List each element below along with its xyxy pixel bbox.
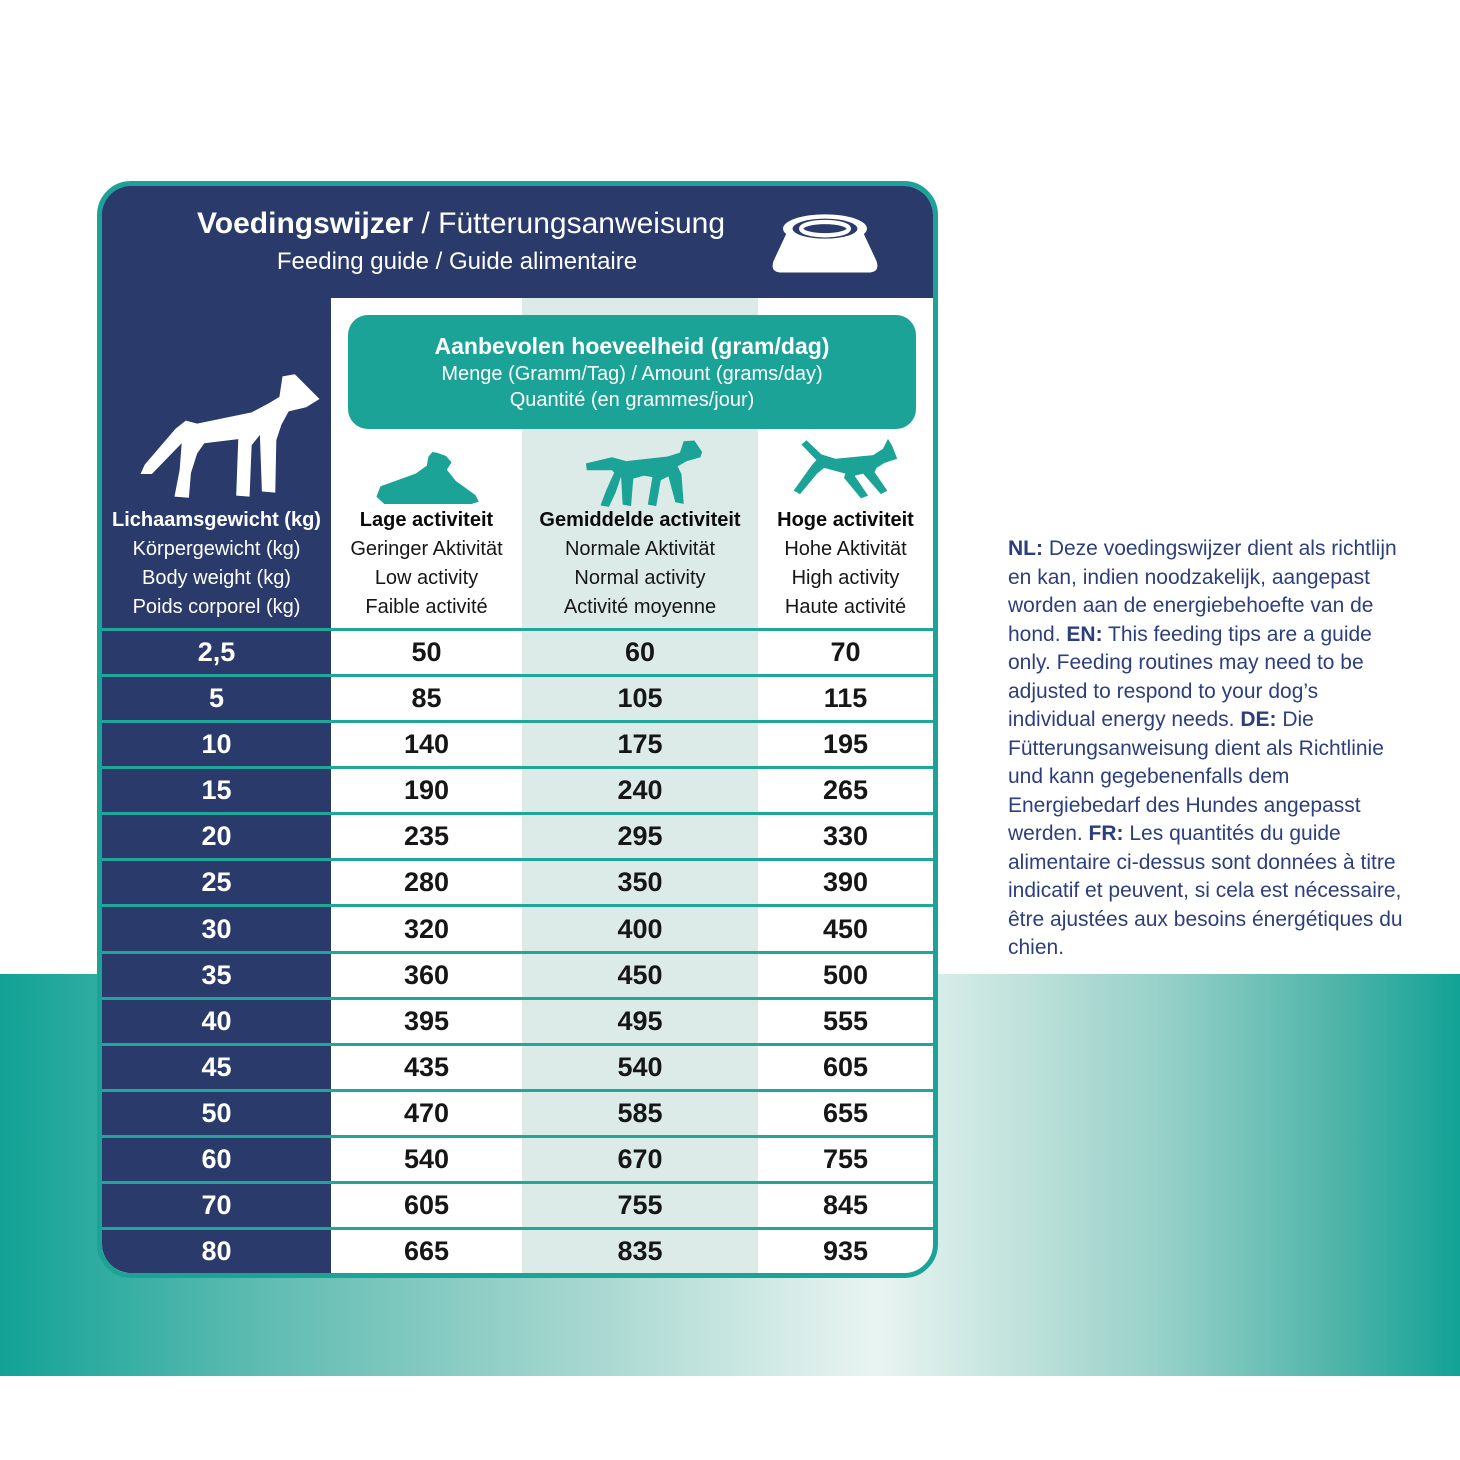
dog-walking-icon xyxy=(562,429,726,513)
table-row xyxy=(102,1227,933,1273)
feeding-guide-card xyxy=(97,181,938,1278)
table-row xyxy=(102,812,933,858)
table-row xyxy=(102,1181,933,1227)
weight-header-en: Body weight (kg) xyxy=(142,567,291,589)
card-title xyxy=(197,206,726,278)
weight-cell: 10 xyxy=(201,729,232,760)
amount-cell: 190 xyxy=(403,775,450,806)
amount-header-line3: Quantité (en grammes/jour) xyxy=(509,388,755,411)
amount-cell: 555 xyxy=(822,1005,869,1036)
amount-cell: 105 xyxy=(617,683,663,714)
weight-cell: 2,5 xyxy=(197,637,236,668)
amount-cell: 295 xyxy=(617,821,663,852)
amount-cell: 470 xyxy=(403,1097,450,1128)
weight-header-nl: Lichaamsgewicht (kg) xyxy=(112,509,321,531)
high-header-fr: Haute activité xyxy=(784,596,907,618)
low-header-fr: Faible activité xyxy=(365,596,488,618)
weight-cell: 70 xyxy=(201,1189,232,1220)
amount-cell: 50 xyxy=(411,637,442,668)
notes-label-de: DE: xyxy=(1240,708,1277,731)
high-activity-header xyxy=(758,506,933,628)
amount-cell: 330 xyxy=(822,821,869,852)
amount-cell: 70 xyxy=(830,637,861,668)
weight-cell: 35 xyxy=(201,959,232,990)
amount-cell: 450 xyxy=(822,913,869,944)
low-header-nl: Lage activiteit xyxy=(359,509,494,531)
amount-header-line1: Aanbevolen hoeveelheid (gram/dag) xyxy=(434,332,830,359)
weight-header-fr: Poids corporel (kg) xyxy=(132,596,301,618)
amount-cell: 435 xyxy=(403,1051,450,1082)
table-row xyxy=(102,951,933,997)
amount-cell: 540 xyxy=(617,1051,663,1082)
normal-header-nl: Gemiddelde activiteit xyxy=(539,509,741,531)
notes-text xyxy=(1008,535,1406,963)
amount-cell: 195 xyxy=(822,729,869,760)
table-row xyxy=(102,766,933,812)
amount-cell: 395 xyxy=(403,1005,450,1036)
weight-column-header xyxy=(102,506,331,628)
table-row xyxy=(102,904,933,950)
amount-cell: 755 xyxy=(822,1143,869,1174)
notes-label-nl: NL: xyxy=(1008,537,1043,560)
amount-cell: 240 xyxy=(617,775,663,806)
weight-cell: 50 xyxy=(201,1097,232,1128)
amount-cell: 845 xyxy=(822,1189,869,1220)
amount-cell: 390 xyxy=(822,867,869,898)
low-header-de: Geringer Aktivität xyxy=(350,538,503,560)
amount-cell: 85 xyxy=(411,683,442,714)
weight-cell: 20 xyxy=(201,821,232,852)
table-row xyxy=(102,1089,933,1135)
notes-body-nl: Deze voedingswijzer dient als richtlijn en kan, indien noodzakelijk, aangepast worden aan de energiebehoefte van de hond. xyxy=(1008,537,1397,646)
amount-cell: 655 xyxy=(822,1097,869,1128)
title-regular: / Fütterungsanweisung xyxy=(413,207,726,240)
amount-cell: 235 xyxy=(403,821,450,852)
dog-bowl-icon xyxy=(763,198,887,286)
amount-cell: 350 xyxy=(617,867,663,898)
table-row xyxy=(102,858,933,904)
amount-cell: 540 xyxy=(403,1143,450,1174)
table-row xyxy=(102,1135,933,1181)
amount-cell: 665 xyxy=(403,1236,450,1267)
title-bold: Voedingswijzer xyxy=(197,207,414,240)
table-row xyxy=(102,720,933,766)
table-rows xyxy=(102,628,933,1273)
high-header-en: High activity xyxy=(791,567,900,589)
amount-cell: 835 xyxy=(617,1236,663,1267)
amount-cell: 140 xyxy=(403,729,450,760)
dog-running-icon xyxy=(766,436,922,514)
table-row xyxy=(102,674,933,720)
table-row xyxy=(102,997,933,1043)
table-row xyxy=(102,628,933,674)
low-activity-header xyxy=(331,506,522,628)
weight-cell: 5 xyxy=(208,683,225,714)
weight-header-de: Körpergewicht (kg) xyxy=(132,538,301,560)
amount-cell: 450 xyxy=(617,959,663,990)
notes-label-en: EN: xyxy=(1066,622,1103,646)
amount-cell: 265 xyxy=(822,775,869,806)
amount-cell: 495 xyxy=(617,1005,663,1036)
notes-body-fr: Les quantités du guide alimentaire ci-dessus sont données à titre indicatif et peuvent, si cela est nécessaire, être ajustées aux besoins énergétiques du chien. xyxy=(1008,822,1403,959)
amount-cell: 605 xyxy=(822,1051,869,1082)
dog-lying-icon xyxy=(362,448,490,512)
notes-body-de: Die Fütterungsanweisung dient als Richtlinie und kann gegebenenfalls dem Energiebedarf des Hundes angepasst werden. xyxy=(1008,708,1384,845)
weight-cell: 80 xyxy=(201,1236,232,1267)
amount-cell: 60 xyxy=(624,637,656,668)
normal-header-en: Normal activity xyxy=(574,567,706,589)
weight-cell: 60 xyxy=(201,1143,232,1174)
notes-body-en: This feeding tips are a guide only. Feeding routines may need to be adjusted to respond to your dog’s individual energy needs. xyxy=(1008,622,1372,731)
amount-cell: 175 xyxy=(617,729,663,760)
normal-header-fr: Activité moyenne xyxy=(563,596,717,618)
weight-cell: 30 xyxy=(201,913,232,944)
amount-cell: 755 xyxy=(617,1189,663,1220)
amount-cell: 115 xyxy=(823,683,868,714)
weight-cell: 15 xyxy=(201,775,232,806)
amount-cell: 400 xyxy=(617,913,663,944)
high-header-de: Hohe Aktivität xyxy=(784,538,907,560)
low-header-en: Low activity xyxy=(374,567,479,589)
amount-cell: 585 xyxy=(617,1097,663,1128)
amount-cell: 280 xyxy=(403,867,450,898)
amount-header xyxy=(348,315,916,429)
weight-cell: 40 xyxy=(201,1005,232,1036)
amount-cell: 605 xyxy=(403,1189,450,1220)
weight-cell: 25 xyxy=(201,867,232,898)
amount-cell: 360 xyxy=(403,959,450,990)
weight-cell: 45 xyxy=(201,1051,232,1082)
notes-label-fr: FR: xyxy=(1088,822,1124,845)
amount-cell: 320 xyxy=(403,913,450,944)
amount-header-line2: Menge (Gramm/Tag) / Amount (grams/day) xyxy=(441,362,823,385)
amount-cell: 500 xyxy=(822,959,869,990)
normal-activity-header xyxy=(522,506,758,628)
card-subtitle: Feeding guide / Guide alimentaire xyxy=(276,248,638,275)
high-header-nl: Hoge activiteit xyxy=(777,509,914,531)
amount-cell: 670 xyxy=(617,1143,663,1174)
dog-standing-icon xyxy=(130,364,328,508)
normal-header-de: Normale Aktivität xyxy=(564,538,716,560)
amount-cell: 935 xyxy=(822,1236,869,1267)
table-row xyxy=(102,1043,933,1089)
